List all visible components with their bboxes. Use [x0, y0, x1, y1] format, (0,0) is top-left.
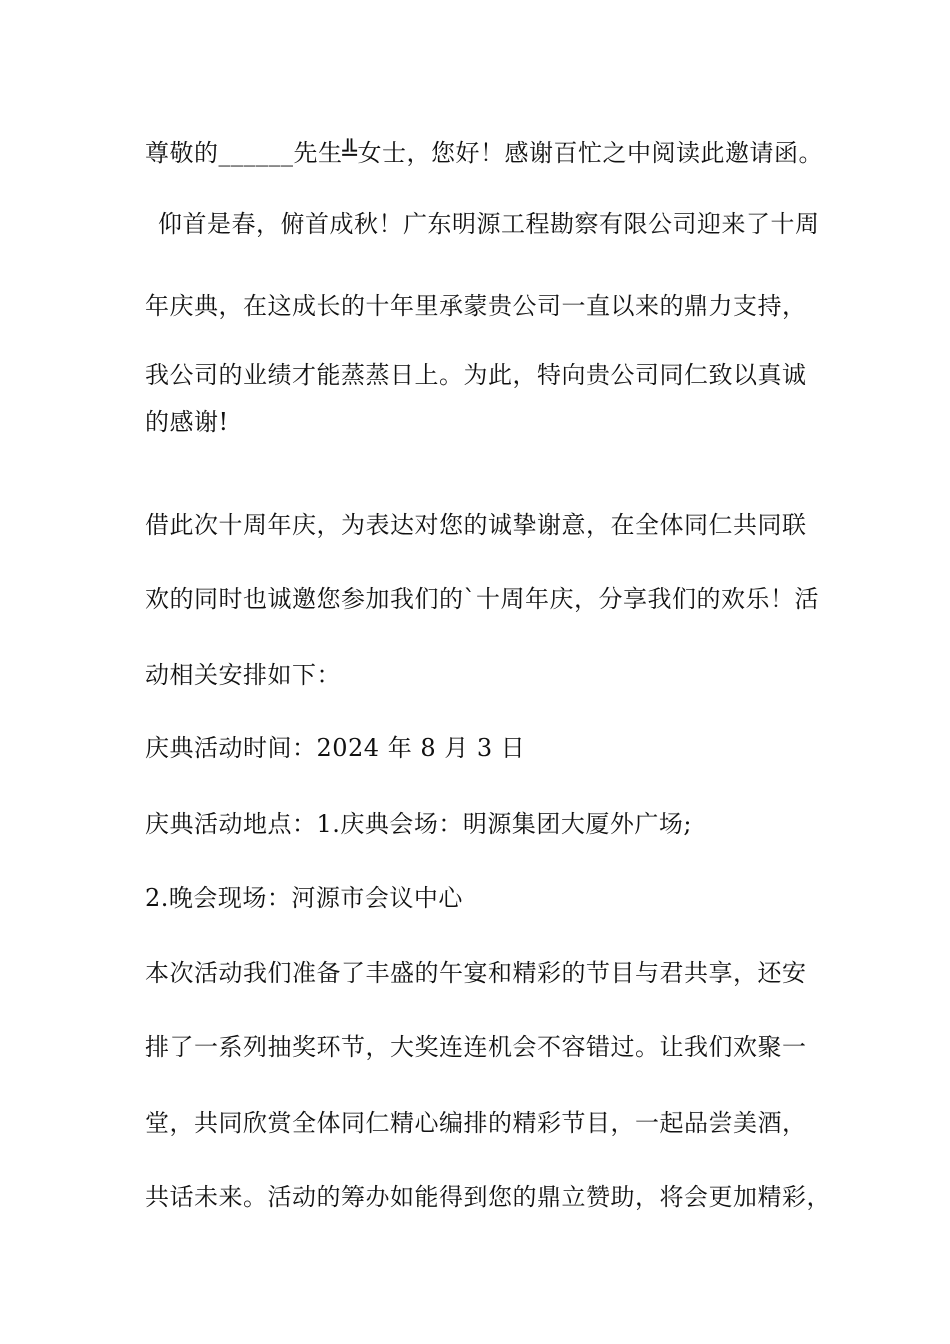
paragraph-line: 仰首是春，俯首成秋！广东明源工程勘察有限公司迎来了十周 — [158, 210, 820, 238]
paragraph-line: 我公司的业绩才能蒸蒸日上。为此，特向贵公司同仁致以真诚 — [145, 361, 807, 389]
evening-venue-line: 2.晚会现场：河源市会议中心 — [145, 884, 463, 912]
paragraph-line: 欢的同时也诚邀您参加我们的`十周年庆，分享我们的欢乐！活 — [145, 585, 819, 613]
paragraph-line: 动相关安排如下： — [145, 661, 341, 689]
greeting-line: 尊敬的______先生╩女士，您好！感谢百忙之中阅读此邀请函。 — [145, 139, 823, 167]
paragraph-line: 本次活动我们准备了丰盛的午宴和精彩的节目与君共享，还安 — [145, 959, 807, 987]
paragraph-line: 的感谢! — [145, 408, 229, 436]
event-time-line: 庆典活动时间：2024 年 8 月 3 日 — [145, 734, 526, 762]
paragraph-line: 年庆典，在这成长的十年里承蒙贵公司一直以来的鼎力支持， — [145, 292, 807, 320]
paragraph-line: 排了一系列抽奖环节，大奖连连机会不容错过。让我们欢聚一 — [145, 1033, 807, 1061]
event-venue-line: 庆典活动地点：1.庆典会场：明源集团大厦外广场; — [145, 810, 692, 838]
paragraph-line: 借此次十周年庆，为表达对您的诚挚谢意，在全体同仁共同联 — [145, 511, 807, 539]
paragraph-line: 堂，共同欣赏全体同仁精心编排的精彩节目，一起品尝美酒， — [145, 1109, 807, 1137]
paragraph-line: 共话未来。活动的筹办如能得到您的鼎立赞助，将会更加精彩， — [145, 1183, 831, 1211]
